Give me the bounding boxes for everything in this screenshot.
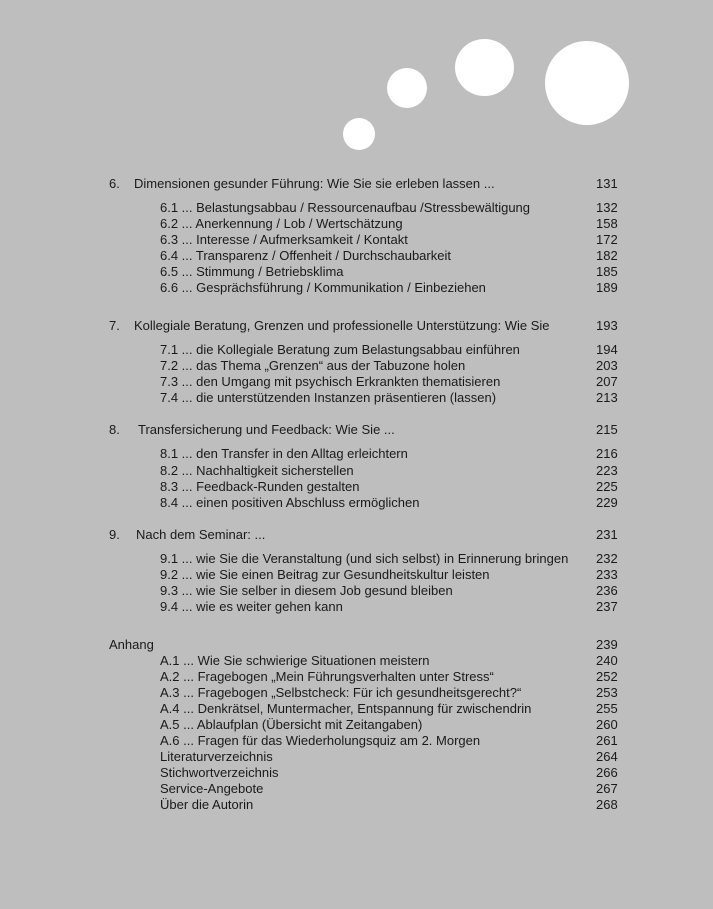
page-number: 223 xyxy=(596,463,618,478)
toc-entry xyxy=(0,583,713,599)
page-number: 232 xyxy=(596,551,618,566)
page-number: 189 xyxy=(596,280,618,295)
section-number: 7. xyxy=(109,318,120,333)
page-number: 260 xyxy=(596,717,618,732)
toc-entry xyxy=(0,701,713,717)
page-number: 194 xyxy=(596,342,618,357)
entry-title: 7.4 ... die unterstützenden Instanzen präsentieren (lassen) xyxy=(160,390,497,405)
entry-title: 6.3 ... Interesse / Aufmerksamkeit / Kontakt xyxy=(160,232,408,247)
section-number: 9. xyxy=(109,527,120,542)
entry-title: 7.3 ... den Umgang mit psychisch Erkrankten thematisieren xyxy=(160,374,501,389)
toc-entry xyxy=(0,765,713,781)
thought-bubble-largest xyxy=(545,41,629,125)
entry-title: 8.3 ... Feedback-Runden gestalten xyxy=(160,479,360,494)
toc-section-7 xyxy=(0,318,713,334)
page-number: 266 xyxy=(596,765,618,780)
entry-title: A.2 ... Fragebogen „Mein Führungsverhalten unter Stress“ xyxy=(160,669,494,684)
toc-entry xyxy=(0,567,713,583)
thought-bubble-large xyxy=(455,39,514,96)
page-number: 267 xyxy=(596,781,618,796)
page-number: 261 xyxy=(596,733,618,748)
toc-entry xyxy=(0,446,713,462)
entry-title: 6.6 ... Gesprächsführung / Kommunikation / Einbeziehen xyxy=(160,280,486,295)
section-title: Anhang xyxy=(109,637,154,652)
toc-entry xyxy=(0,685,713,701)
page-number: 215 xyxy=(596,422,618,437)
page-number: 182 xyxy=(596,248,618,263)
toc-entry xyxy=(0,200,713,216)
page-number: 240 xyxy=(596,653,618,668)
toc-entry xyxy=(0,463,713,479)
entry-title: 9.3 ... wie Sie selber in diesem Job gesund bleiben xyxy=(160,583,453,598)
page-number: 207 xyxy=(596,374,618,389)
toc-entry xyxy=(0,248,713,264)
entry-title: 6.4 ... Transparenz / Offenheit / Durchschaubarkeit xyxy=(160,248,451,263)
entry-title: 9.1 ... wie Sie die Veranstaltung (und sich selbst) in Erinnerung bringen xyxy=(160,551,569,566)
entry-title: A.6 ... Fragen für das Wiederholungsquiz am 2. Morgen xyxy=(160,733,481,748)
page-number: 216 xyxy=(596,446,618,461)
page-number: 231 xyxy=(596,527,618,542)
page-number: 237 xyxy=(596,599,618,614)
toc-entry xyxy=(0,717,713,733)
entry-title: A.5 ... Ablaufplan (Übersicht mit Zeitangaben) xyxy=(160,717,423,732)
toc-entry xyxy=(0,358,713,374)
entry-title: 8.1 ... den Transfer in den Alltag erleichtern xyxy=(160,446,408,461)
entry-title: 6.2 ... Anerkennung / Lob / Wertschätzung xyxy=(160,216,403,231)
entry-title: 9.4 ... wie es weiter gehen kann xyxy=(160,599,343,614)
entry-title: A.4 ... Denkrätsel, Muntermacher, Entspannung für zwischendrin xyxy=(160,701,532,716)
page-number: 252 xyxy=(596,669,618,684)
page-number: 132 xyxy=(596,200,618,215)
section-title: Transfersicherung und Feedback: Wie Sie ... xyxy=(138,422,395,437)
toc-entry xyxy=(0,216,713,232)
page-number: 193 xyxy=(596,318,618,333)
page-number: 255 xyxy=(596,701,618,716)
toc-section-9 xyxy=(0,527,713,543)
page-number: 253 xyxy=(596,685,618,700)
page-number: 185 xyxy=(596,264,618,279)
entry-title: 7.1 ... die Kollegiale Beratung zum Belastungsabbau einführen xyxy=(160,342,520,357)
toc-entry xyxy=(0,669,713,685)
entry-title: Service-Angebote xyxy=(160,781,264,796)
page-number: 203 xyxy=(596,358,618,373)
section-title: Kollegiale Beratung, Grenzen und professionelle Unterstützung: Wie Sie xyxy=(134,318,550,333)
entry-title: 7.2 ... das Thema „Grenzen“ aus der Tabuzone holen xyxy=(160,358,466,373)
toc-appendix xyxy=(0,637,713,653)
page-number: 236 xyxy=(596,583,618,598)
toc-entry xyxy=(0,797,713,813)
page-number: 213 xyxy=(596,390,618,405)
toc-entry xyxy=(0,653,713,669)
toc-entry xyxy=(0,599,713,615)
entry-title: A.1 ... Wie Sie schwierige Situationen meistern xyxy=(160,653,430,668)
entry-title: Über die Autorin xyxy=(160,797,254,812)
toc-entry xyxy=(0,749,713,765)
toc-entry xyxy=(0,264,713,280)
toc-entry xyxy=(0,733,713,749)
thought-bubble-medium xyxy=(387,68,427,108)
entry-title: A.3 ... Fragebogen „Selbstcheck: Für ich gesundheitsgerecht?“ xyxy=(160,685,522,700)
entry-title: 8.4 ... einen positiven Abschluss ermöglichen xyxy=(160,495,420,510)
toc-section-8 xyxy=(0,422,713,438)
section-title: Dimensionen gesunder Führung: Wie Sie sie erleben lassen ... xyxy=(134,176,495,191)
toc-entry xyxy=(0,495,713,511)
entry-title: 6.5 ... Stimmung / Betriebsklima xyxy=(160,264,344,279)
toc-entry xyxy=(0,280,713,296)
entry-title: Literaturverzeichnis xyxy=(160,749,273,764)
toc-entry xyxy=(0,781,713,797)
section-number: 8. xyxy=(109,422,120,437)
toc-entry xyxy=(0,479,713,495)
page-number: 225 xyxy=(596,479,618,494)
entry-title: 9.2 ... wie Sie einen Beitrag zur Gesundheitskultur leisten xyxy=(160,567,490,582)
page-number: 233 xyxy=(596,567,618,582)
toc-entry xyxy=(0,232,713,248)
page-number: 158 xyxy=(596,216,618,231)
toc-entry xyxy=(0,551,713,567)
page-number: 239 xyxy=(596,637,618,652)
section-title: Nach dem Seminar: ... xyxy=(136,527,266,542)
toc-section-6 xyxy=(0,176,713,192)
entry-title: Stichwortverzeichnis xyxy=(160,765,279,780)
toc-entry xyxy=(0,374,713,390)
page-number: 131 xyxy=(596,176,618,191)
toc-entry xyxy=(0,342,713,358)
page-number: 229 xyxy=(596,495,618,510)
entry-title: 8.2 ... Nachhaltigkeit sicherstellen xyxy=(160,463,354,478)
page-number: 264 xyxy=(596,749,618,764)
page-number: 268 xyxy=(596,797,618,812)
thought-bubble-small xyxy=(343,118,375,150)
page-number: 172 xyxy=(596,232,618,247)
toc-entry xyxy=(0,390,713,406)
entry-title: 6.1 ... Belastungsabbau / Ressourcenaufbau /Stressbewältigung xyxy=(160,200,531,215)
section-number: 6. xyxy=(109,176,120,191)
